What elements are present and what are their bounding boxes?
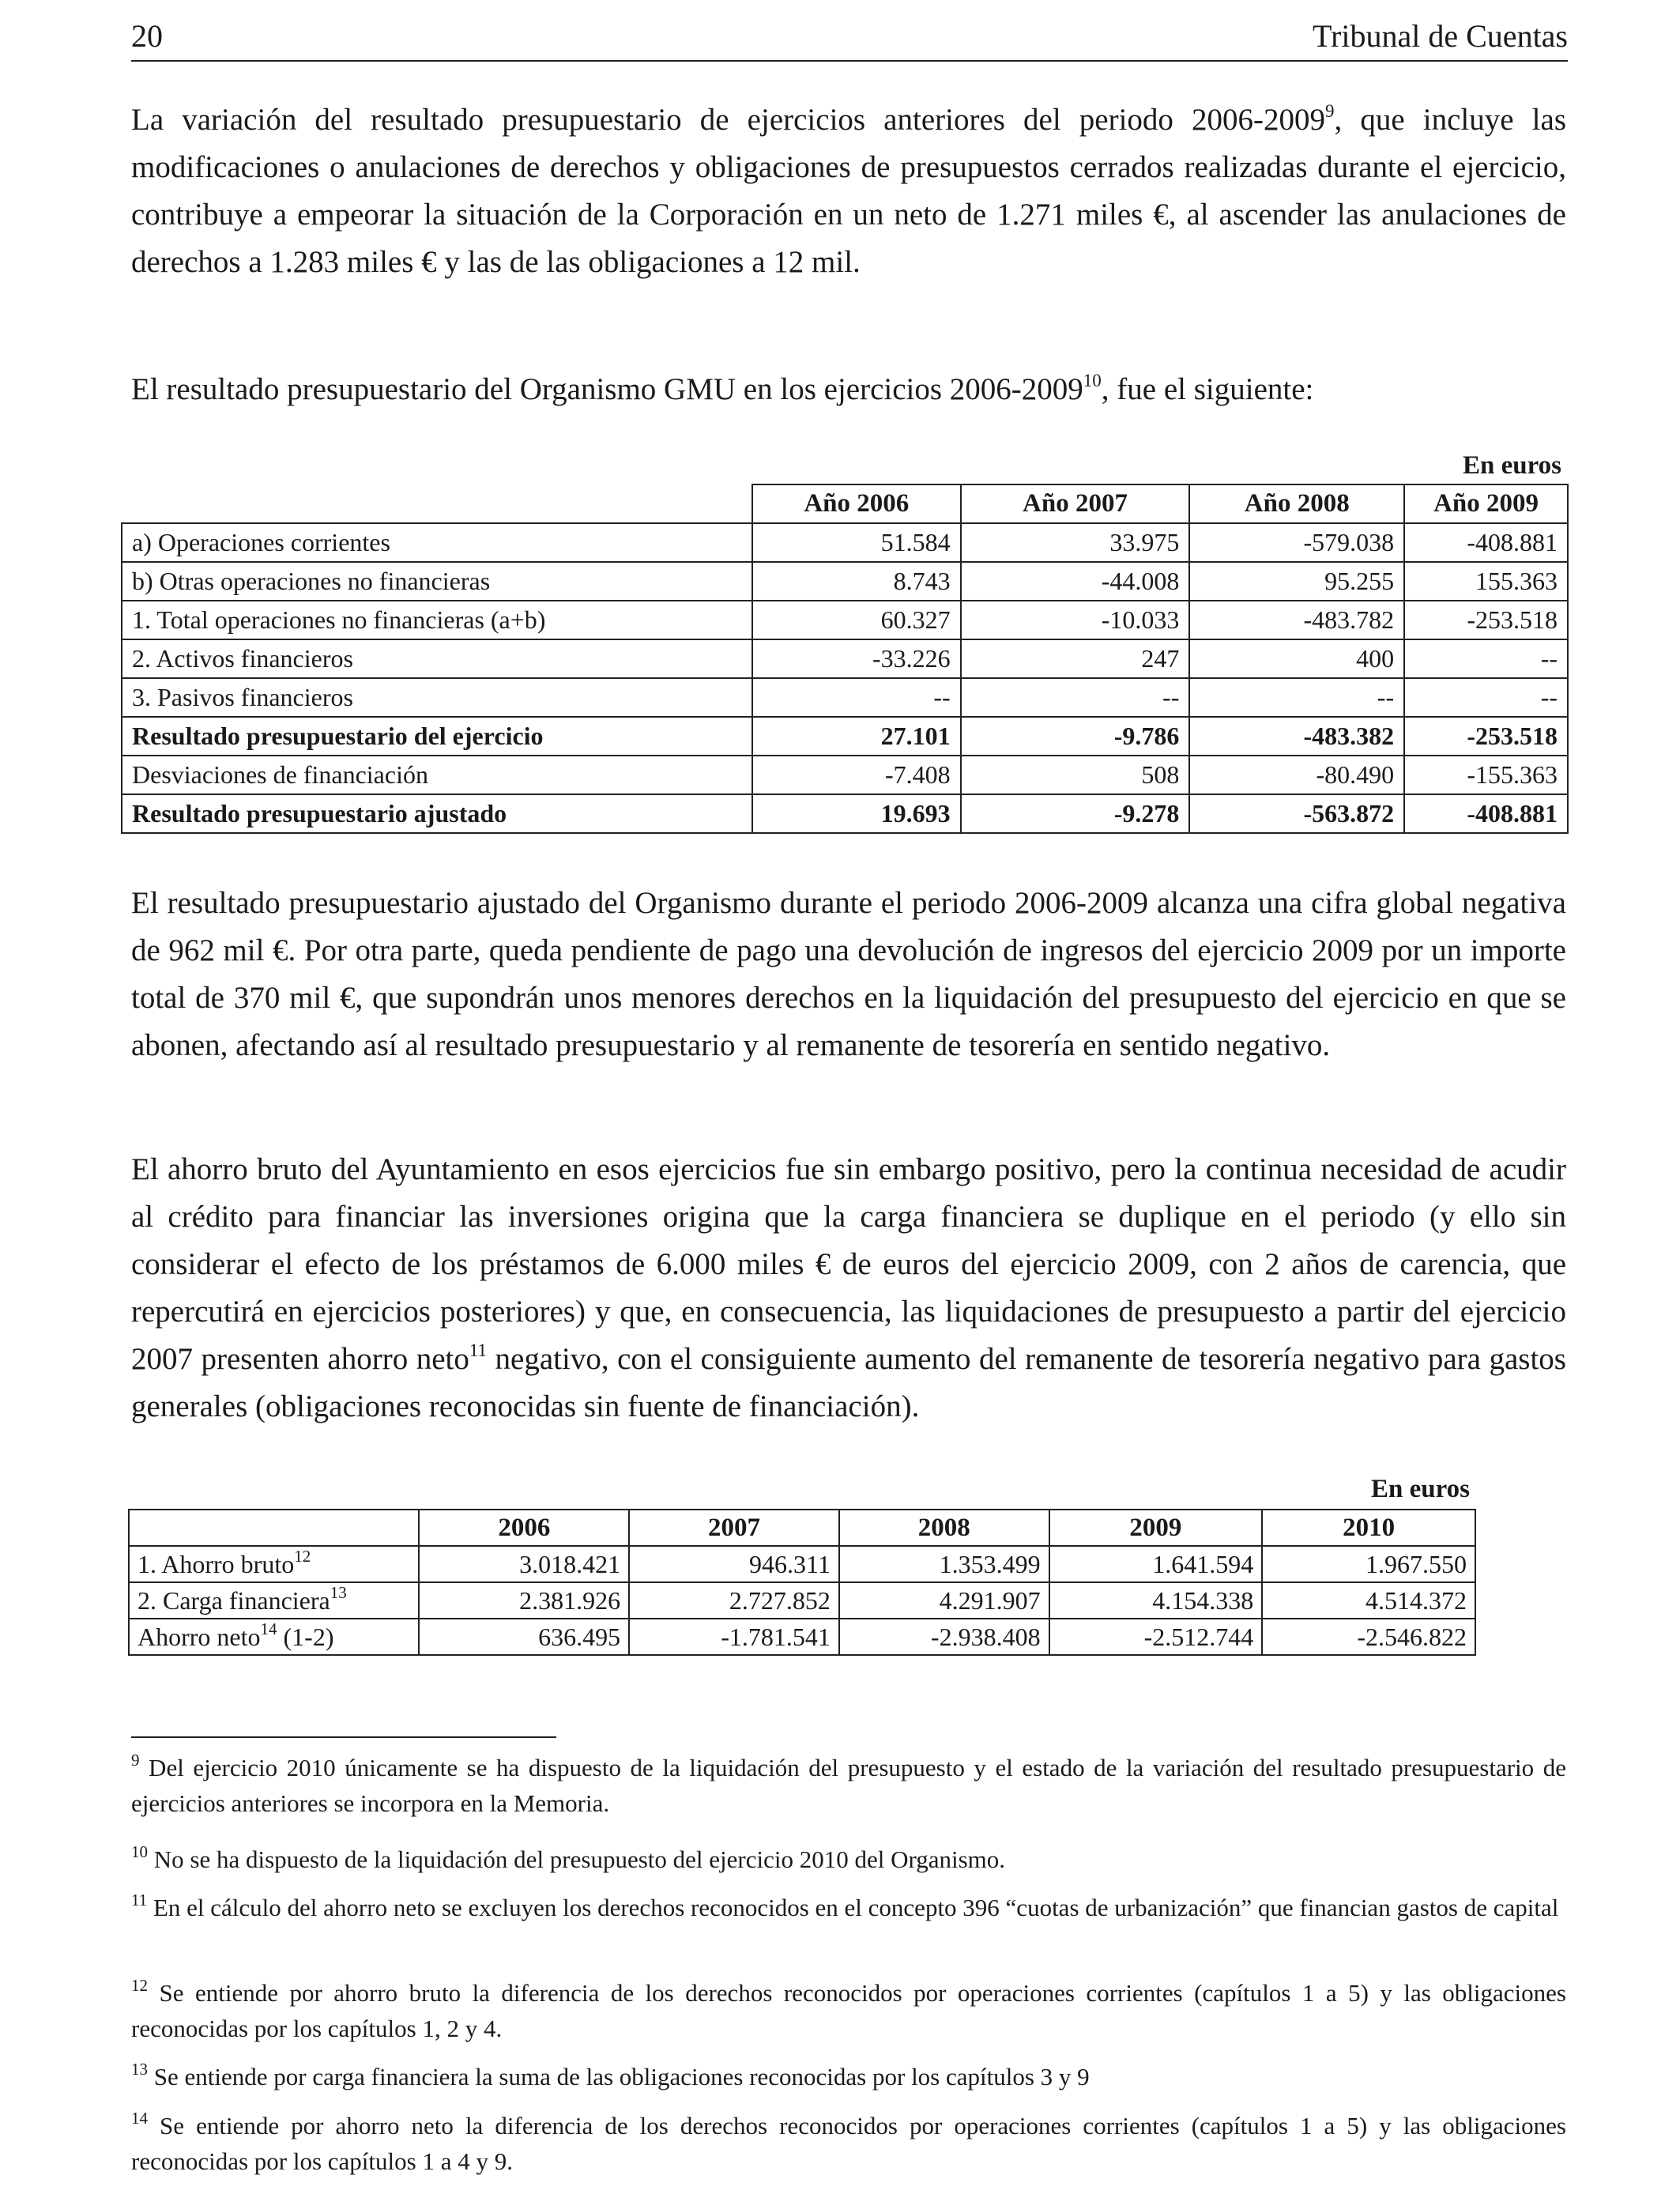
footnote-9 [131, 1750, 1566, 1821]
table-row [129, 1582, 1475, 1619]
table-cell: -563.872 [1189, 794, 1404, 833]
table-header-cell: 2007 [629, 1510, 839, 1546]
paragraph-resultado-ajustado: El resultado presupuestario ajustado del Organismo durante el periodo 2006-2009 alcanza una cifra global negativa de 962 mil €. Por otra parte, queda pendiente de pago una devolución de ingresos del ejercicio 2009 por un importe total de 370 mil €, que supondrán unos menores derechos en la liquidación del presupuesto del ejercicio en que se abonen, afectando así al resultado presupuestario y al remanente de tesorería en sentido negativo. [131, 886, 1566, 1062]
footnote-13 [131, 2059, 1566, 2094]
table-cell: 508 [961, 756, 1190, 794]
table-cell: 4.514.372 [1262, 1582, 1475, 1619]
footnote-text: Del ejercicio 2010 únicamente se ha dispuesto de la liquidación del presupuesto y el estado de la variación del resultado presupuestario de ejercicios anteriores se incorpora en la Memoria. [131, 1754, 1566, 1817]
page-number: 20 [131, 18, 163, 54]
table-cell: -2.938.408 [839, 1619, 1049, 1655]
footnote-number: 9 [131, 1751, 140, 1770]
footnote-10 [131, 1842, 1566, 1877]
ahorro-table [128, 1509, 1476, 1656]
footnote-ref: 9 [1325, 101, 1335, 121]
table-row [122, 562, 1568, 601]
footnote-text: No se ha dispuesto de la liquidación del presupuesto del ejercicio 2010 del Organismo. [148, 1845, 1006, 1873]
paragraph-text: El ahorro bruto del Ayuntamiento en esos ejercicios fue sin embargo positivo, pero la continua necesidad de acudir al crédito para financiar las inversiones origina que la carga financiera se duplique en el periodo (y ello sin considerar el efecto de los préstamos de 6.000 miles € de euros del ejercicio 2009, con 2 años de carencia, que repercutirá en ejercicios posteriores) y que, en consecuencia, las liquidaciones de presupuesto a partir del ejercicio 2007 presenten ahorro neto [131, 1152, 1566, 1376]
row-label: a) Operaciones corrientes [122, 523, 752, 562]
footnote-ref: 10 [1083, 371, 1102, 390]
row-label: Resultado presupuestario del ejercicio [122, 717, 752, 756]
table2-unit-label: En euros [1370, 1475, 1470, 1503]
table-cell: -408.881 [1404, 794, 1568, 833]
row-label: 1. Total operaciones no financieras (a+b) [122, 601, 752, 639]
footnote-text: Se entiende por ahorro bruto la diferencia de los derechos reconocidos por operaciones corrientes (capítulos 1 a 5) y las obligaciones reconocidas por los capítulos 1, 2 y 4. [131, 1979, 1566, 2042]
footnote-number: 10 [131, 1842, 148, 1861]
row-label: Resultado presupuestario ajustado [122, 794, 752, 833]
table-cell: 4.291.907 [839, 1582, 1049, 1619]
table-cell: -253.518 [1404, 717, 1568, 756]
table-cell: -1.781.541 [629, 1619, 839, 1655]
footnote-ref: 12 [294, 1546, 311, 1566]
table-cell: 4.154.338 [1049, 1582, 1263, 1619]
table-cell: -- [752, 678, 961, 717]
table-cell: 60.327 [752, 601, 961, 639]
table-cell: -- [1404, 678, 1568, 717]
table-cell: 247 [961, 639, 1190, 678]
page-running-title: Tribunal de Cuentas [1313, 18, 1568, 54]
paragraph-ahorro-bruto [131, 1146, 1566, 1431]
footnote-14 [131, 2108, 1566, 2179]
table-cell: 8.743 [752, 562, 961, 601]
table-cell: 946.311 [629, 1546, 839, 1582]
footnote-ref: 11 [469, 1340, 488, 1360]
table-row [122, 678, 1568, 717]
row-label [129, 1582, 419, 1619]
table-cell: -579.038 [1189, 523, 1404, 562]
footnote-number: 14 [131, 2109, 148, 2128]
footnote-number: 13 [131, 2060, 148, 2079]
table-header-cell: Año 2009 [1404, 484, 1568, 523]
row-label: b) Otras operaciones no financieras [122, 562, 752, 601]
table-header-row [129, 1510, 1475, 1546]
table-cell: -483.782 [1189, 601, 1404, 639]
row-label: 2. Activos financieros [122, 639, 752, 678]
table-cell: -2.512.744 [1049, 1619, 1263, 1655]
table-cell: -408.881 [1404, 523, 1568, 562]
footnote-12 [131, 1975, 1566, 2046]
table-cell: -483.382 [1189, 717, 1404, 756]
footnote-number: 12 [131, 1976, 148, 1995]
table-cell: -- [1189, 678, 1404, 717]
table-row [129, 1546, 1475, 1582]
table-header-cell: 2006 [419, 1510, 629, 1546]
row-label-text: 1. Ahorro bruto [137, 1549, 295, 1578]
table-cell: 2.381.926 [419, 1582, 629, 1619]
table-cell: 636.495 [419, 1619, 629, 1655]
table-row [122, 601, 1568, 639]
footnote-ref: 13 [330, 1582, 347, 1602]
row-label [129, 1619, 419, 1655]
table-header-cell: 2008 [839, 1510, 1049, 1546]
table-cell: -10.033 [961, 601, 1190, 639]
footnote-text: Se entiende por ahorro neto la diferencia de los derechos reconocidos por operaciones corrientes (capítulos 1 a 5) y las obligaciones reconocidas por los capítulos 1 a 4 y 9. [131, 2112, 1566, 2175]
footnote-number: 11 [131, 1891, 148, 1909]
row-label [129, 1546, 419, 1582]
table-cell: -33.226 [752, 639, 961, 678]
row-label-suffix: (1-2) [277, 1622, 334, 1651]
table-cell: 27.101 [752, 717, 961, 756]
paragraph-variacion [131, 96, 1566, 286]
table-row [122, 756, 1568, 794]
table-cell: -155.363 [1404, 756, 1568, 794]
table-cell: -253.518 [1404, 601, 1568, 639]
table-cell: -- [1404, 639, 1568, 678]
paragraph-resultado-intro [131, 366, 1566, 413]
table-header-blank [122, 484, 752, 523]
paragraph-text: La variación del resultado presupuestario de ejercicios anteriores del periodo 2006-2009 [131, 103, 1326, 137]
table-cell: -- [961, 678, 1190, 717]
footnote-11 [131, 1890, 1566, 1925]
table-cell: -44.008 [961, 562, 1190, 601]
table-cell: -2.546.822 [1262, 1619, 1475, 1655]
table-cell: 155.363 [1404, 562, 1568, 601]
table-header-cell: Año 2007 [961, 484, 1190, 523]
footnote-text: En el cálculo del ahorro neto se excluyen los derechos reconocidos en el concepto 396 “cuotas de urbanización” que financian gastos de capital [147, 1894, 1559, 1921]
table-cell: 1.967.550 [1262, 1546, 1475, 1582]
table1-unit-label: En euros [1462, 451, 1561, 480]
table-header-cell: 2009 [1049, 1510, 1263, 1546]
row-label: 3. Pasivos financieros [122, 678, 752, 717]
table-row-total [122, 717, 1568, 756]
table-cell: -80.490 [1189, 756, 1404, 794]
table-header-blank [129, 1510, 419, 1546]
footnote-text: Se entiende por carga financiera la suma de las obligaciones reconocidas por los capítulos 3 y 9 [148, 2063, 1090, 2090]
row-label-text: 2. Carga financiera [137, 1585, 330, 1615]
paragraph-text: , fue el siguiente: [1101, 372, 1314, 406]
table-cell: 3.018.421 [419, 1546, 629, 1582]
table-row [129, 1619, 1475, 1655]
table-header-row [122, 484, 1568, 523]
table-cell: 95.255 [1189, 562, 1404, 601]
table-row-total [122, 794, 1568, 833]
table-header-cell: Año 2006 [752, 484, 961, 523]
paragraph-text: El resultado presupuestario del Organismo GMU en los ejercicios 2006-2009 [131, 372, 1083, 406]
table-cell: 51.584 [752, 523, 961, 562]
table-cell: 19.693 [752, 794, 961, 833]
paragraph-text: , que incluye las modificaciones o anulaciones de derechos y obligaciones de presupuestos cerrados realizadas durante el ejercicio, contribuye a empeorar la situación de la Corporación en un neto de 1.271 miles €, al ascender las anulaciones de derechos a 1.283 miles € y las de las obligaciones a 12 mil. [131, 103, 1566, 279]
row-label: Desviaciones de financiación [122, 756, 752, 794]
table-header-cell: 2010 [1262, 1510, 1475, 1546]
page-header [131, 17, 1568, 62]
table-cell: 400 [1189, 639, 1404, 678]
table-row [122, 523, 1568, 562]
paragraph-text: negativo, con el consiguiente aumento del remanente de tesorería negativo para gastos generales (obligaciones reconocidas sin fuente de financiación). [131, 1342, 1566, 1423]
table-cell: 1.641.594 [1049, 1546, 1263, 1582]
table-cell: 1.353.499 [839, 1546, 1049, 1582]
footnote-ref: 14 [260, 1619, 277, 1638]
table-cell: -9.786 [961, 717, 1190, 756]
resultado-presupuestario-table [121, 484, 1569, 834]
table-cell: -7.408 [752, 756, 961, 794]
table-cell: 33.975 [961, 523, 1190, 562]
table-cell: 2.727.852 [629, 1582, 839, 1619]
row-label-text: Ahorro neto [137, 1622, 261, 1651]
table-cell: -9.278 [961, 794, 1190, 833]
table-header-cell: Año 2008 [1189, 484, 1404, 523]
table-row [122, 639, 1568, 678]
footnote-separator [131, 1736, 556, 1738]
